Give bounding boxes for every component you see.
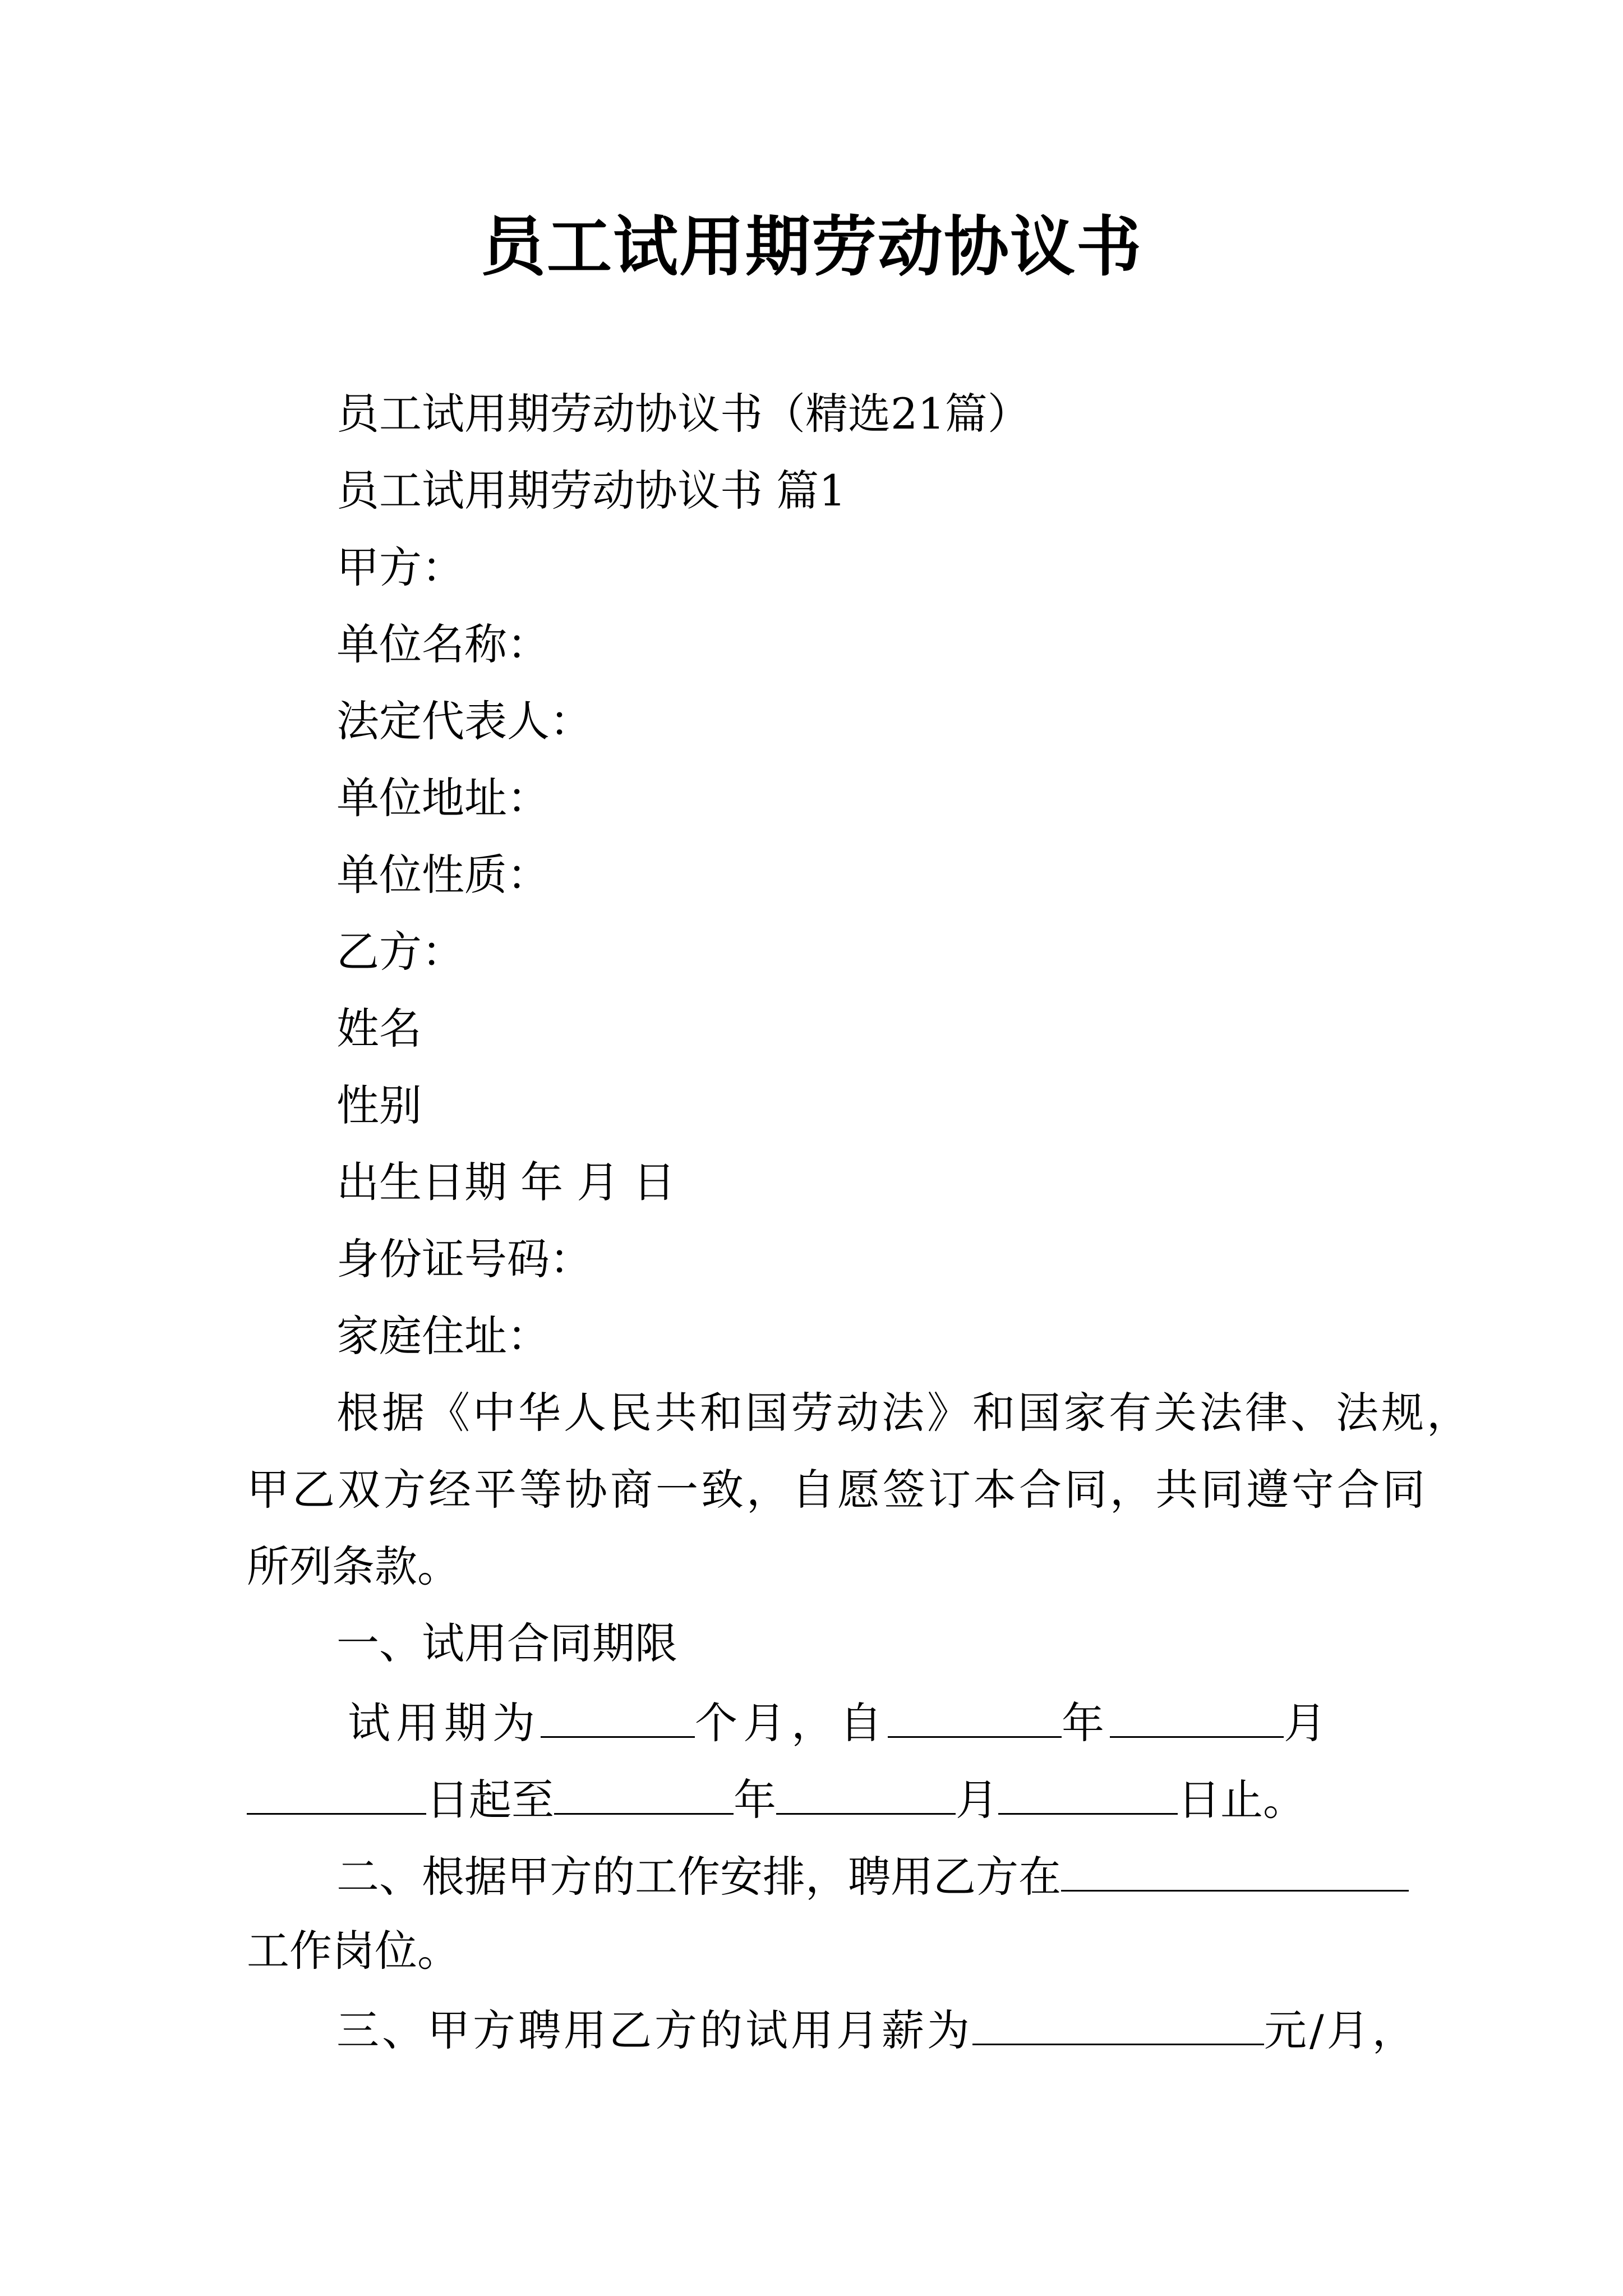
position-blank	[1061, 1846, 1409, 1892]
party-b-gender: 性别	[336, 1080, 422, 1130]
clause-1-line-2	[247, 1769, 1306, 1828]
preamble-line-3: 所列条款。	[247, 1542, 460, 1591]
clause-1-text-end: 日止。	[1178, 1775, 1306, 1825]
end-month-blank	[776, 1769, 956, 1815]
clause-2-text: 二、根据甲方的工作安排，聘用乙方在	[336, 1852, 1061, 1902]
party-b-id-number: 身份证号码：	[336, 1234, 592, 1284]
party-b-label: 乙方：	[336, 927, 464, 977]
document-subtitle: 员工试用期劳动协议书（精选21篇）	[336, 389, 1030, 439]
start-month-blank	[1110, 1692, 1284, 1738]
clause-2-line-2: 工作岗位。	[247, 1926, 460, 1976]
clause-1-text-end-year: 年	[734, 1775, 776, 1825]
start-year-blank	[888, 1692, 1062, 1738]
party-b-birth-date: 出生日期 年 月 日	[336, 1157, 676, 1207]
salary-blank	[972, 2000, 1264, 2045]
clause-3-text: 三、甲方聘用乙方的试用月薪为	[336, 2005, 972, 2055]
party-a-address: 单位地址：	[336, 773, 550, 823]
party-b-name: 姓名	[336, 1004, 422, 1053]
document-title: 员工试用期劳动协议书	[481, 209, 1142, 285]
start-day-blank	[247, 1769, 426, 1815]
clause-2-line-1	[336, 1846, 1409, 1905]
clause-1-text-months-from: 个月，自	[695, 1698, 888, 1748]
clause-1-text-month: 月	[1284, 1698, 1332, 1748]
party-a-nature: 单位性质：	[336, 850, 550, 900]
clause-3-line-1	[336, 2000, 1418, 2059]
clause-1-line-1	[348, 1692, 1332, 1751]
section-heading: 员工试用期劳动协议书 篇1	[336, 466, 846, 516]
trial-months-blank	[541, 1692, 695, 1738]
party-b-home-address: 家庭住址：	[336, 1311, 550, 1361]
clause-3-text-unit: 元/月，	[1264, 2005, 1418, 2055]
clause-1-heading: 一、试用合同期限	[336, 1618, 677, 1668]
party-a-label: 甲方：	[336, 542, 464, 592]
clause-1-text-end-month: 月	[956, 1775, 998, 1825]
party-a-unit-name: 单位名称：	[336, 619, 550, 669]
preamble-line-2: 甲乙双方经平等协商一致，自愿签订本合同，共同遵守合同	[247, 1465, 1428, 1515]
preamble-line-1: 根据《中华人民共和国劳动法》和国家有关法律、法规，	[336, 1388, 1472, 1438]
party-a-legal-rep: 法定代表人：	[336, 696, 592, 746]
end-day-blank	[998, 1769, 1178, 1815]
end-year-blank	[554, 1769, 734, 1815]
clause-1-text-year: 年	[1062, 1698, 1110, 1748]
clause-1-text-until: 日起至	[426, 1775, 554, 1825]
clause-1-text-trial-period: 试用期为	[348, 1698, 541, 1748]
